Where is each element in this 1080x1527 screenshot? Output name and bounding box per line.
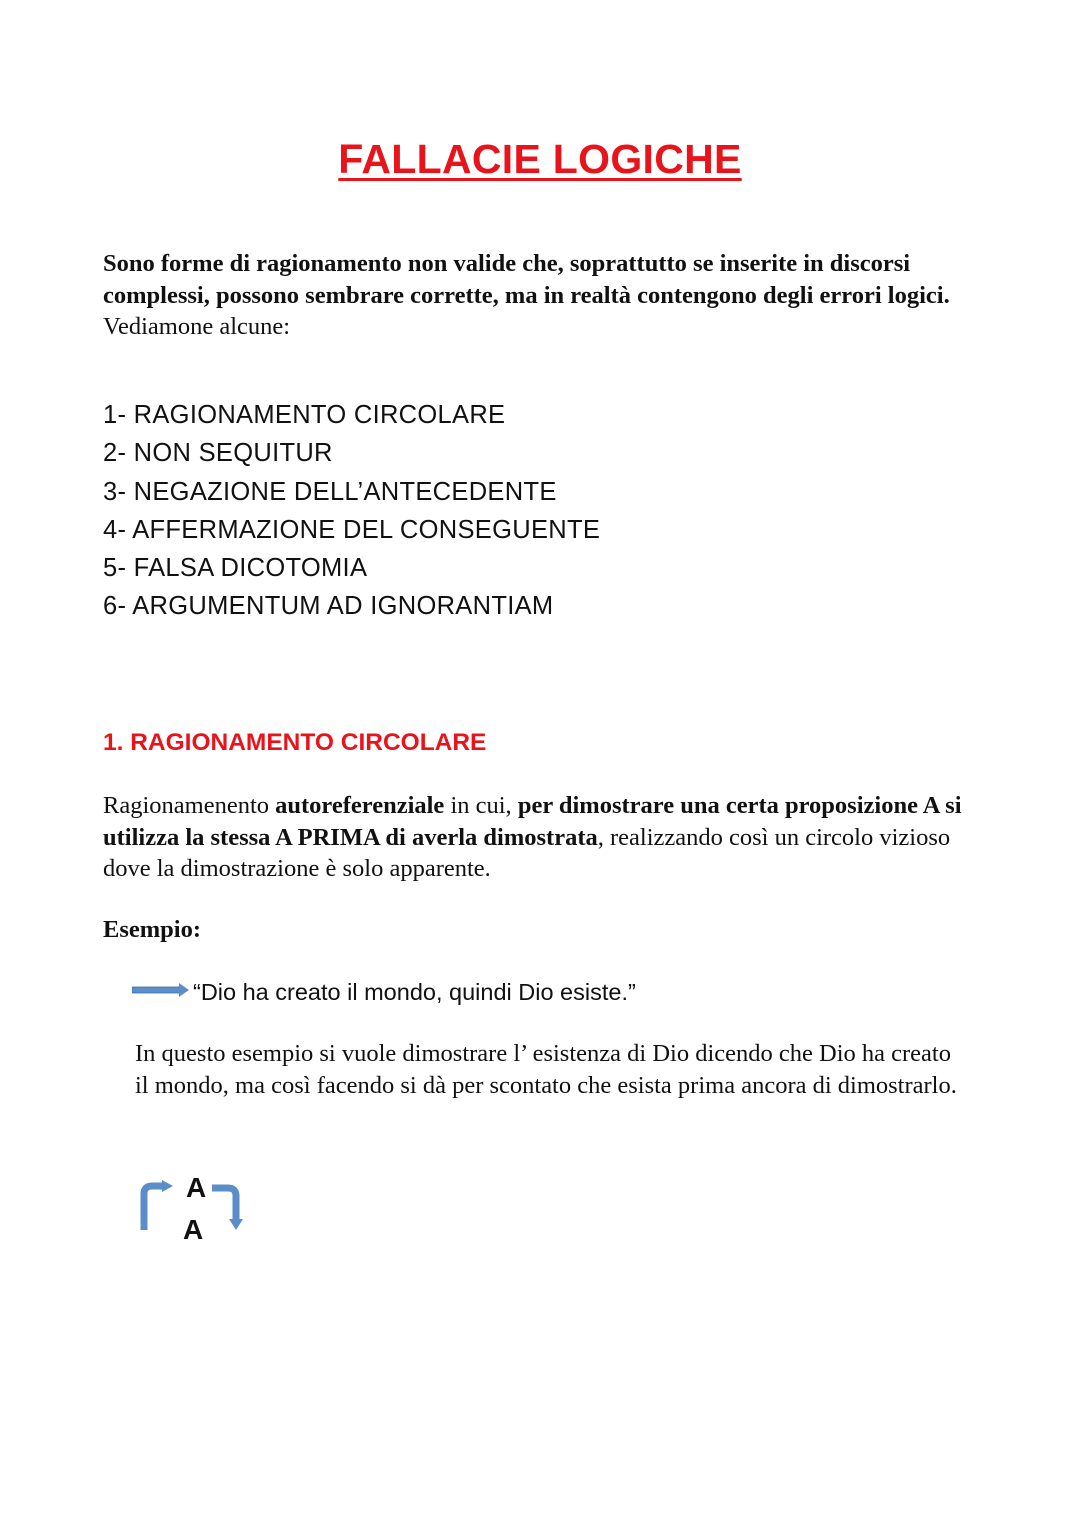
example-label: Esempio: <box>103 916 201 943</box>
arrow-right-icon <box>132 983 190 997</box>
diagram-bottom-a: A <box>183 1214 204 1245</box>
list-item: 4- AFFERMAZIONE DEL CONSEGUENTE <box>103 515 601 544</box>
def-bold: autoreferenziale <box>275 792 445 819</box>
def-bold: per dimostrare una certa proposizione A si utilizza la stessa A PRIMA di averla dimostrata <box>103 792 962 851</box>
example-quote: “Dio ha creato il mondo, quindi Dio esiste.” <box>193 979 636 1005</box>
curved-arrow-right-down-icon <box>210 1182 248 1234</box>
def-text: in cui, <box>444 792 518 819</box>
intro-bold: Sono forme di ragionamento non valide che, soprattutto se inserite in discorsi complessi, possono sembrare corrette, ma in realtà contengono degli errori logici. <box>103 250 950 309</box>
list-item: 2- NON SEQUITUR <box>103 439 333 468</box>
circular-diagram <box>140 1172 250 1252</box>
list-item: 1- RAGIONAMENTO CIRCOLARE <box>103 401 506 429</box>
list-item: 3- NEGAZIONE DELL’ANTECEDENTE <box>103 477 557 506</box>
intro-paragraph <box>103 248 983 343</box>
page-title: FALLACIE LOGICHE <box>338 136 742 182</box>
list-item: 6- ARGUMENTUM AD IGNORANTIAM <box>103 592 554 621</box>
intro-normal: Vediamone alcune: <box>103 313 291 340</box>
explanation-paragraph: In questo esempio si vuole dimostrare l’ esistenza di Dio dicendo che Dio ha creato il mondo, ma così facendo si dà per scontato che esista prima ancora di dimostrarlo. <box>135 1040 957 1099</box>
def-text: , realizzando così un circolo vizioso dove la dimostrazione è solo apparente. <box>103 823 951 882</box>
definition-paragraph <box>103 790 993 885</box>
diagram-top-a: A <box>186 1172 207 1203</box>
fallacies-list <box>103 396 600 626</box>
def-text: Ragionamenento <box>103 792 276 819</box>
curved-arrow-up-right-icon <box>140 1180 176 1232</box>
section-heading: 1. RAGIONAMENTO CIRCOLARE <box>103 729 487 756</box>
list-item: 5- FALSA DICOTOMIA <box>103 554 368 583</box>
